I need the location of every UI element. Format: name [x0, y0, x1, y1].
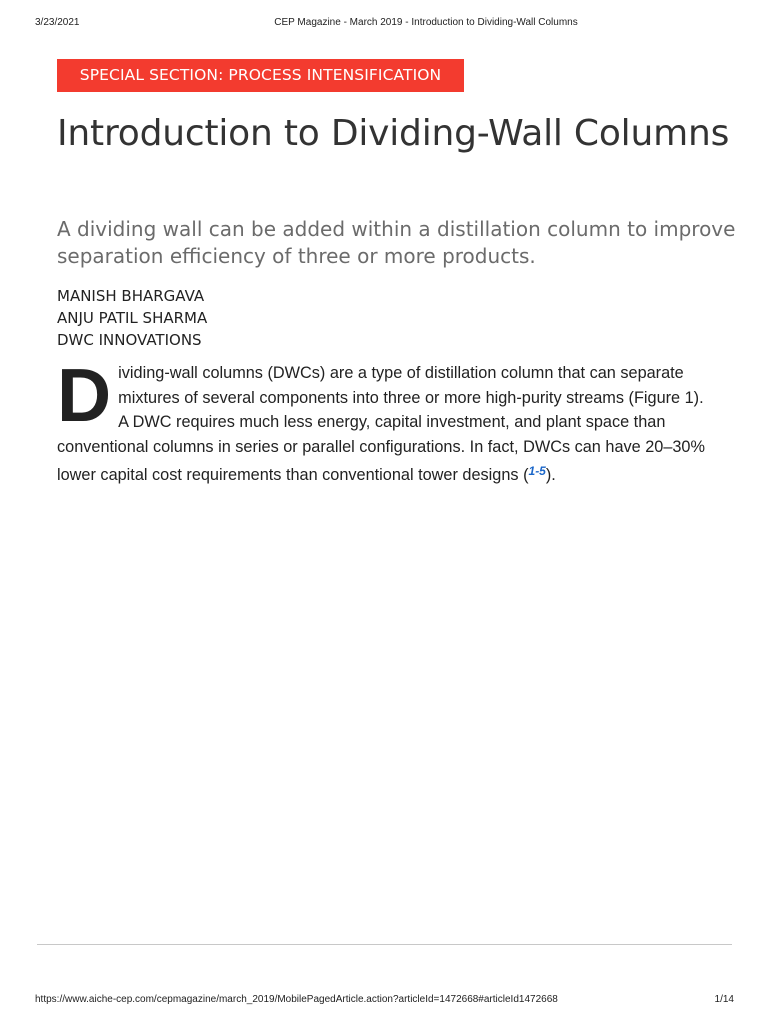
section-badge[interactable]: SPECIAL SECTION: PROCESS INTENSIFICATION: [57, 59, 464, 92]
article-subtitle: A dividing wall can be added within a distillation column to improve separation efficiency of three or more products.: [57, 217, 736, 268]
footer-divider: [37, 944, 732, 945]
citation-link[interactable]: 1-5: [528, 464, 546, 478]
paragraph-text: ividing-wall columns (DWCs) are a type of distillation column that can separate mixtures of several components into three or more high-purity streams (Figure 1). A DWC requires much less energy, capital investment, and plant space than conventional columns in series or parallel configurations. In fact, DWCs can have 20–30% lower capital cost requirements than conventional tower designs: [57, 364, 705, 484]
print-header: [0, 17, 768, 31]
drop-cap: D: [57, 353, 112, 437]
author-list: [57, 285, 557, 351]
author-name: ANJU PATIL SHARMA: [57, 309, 208, 327]
page-number: 1/14: [714, 994, 734, 1005]
print-footer: [0, 994, 768, 1008]
author-name: MANISH BHARGAVA: [57, 287, 205, 305]
print-url: https://www.aiche-cep.com/cepmagazine/march_2019/MobilePagedArticle.action?articleId=1472668#articleId1472668: [35, 994, 558, 1005]
author-affiliation: DWC INNOVATIONS: [57, 331, 202, 349]
citation-open: (: [518, 466, 529, 484]
article-title: Introduction to Dividing-Wall Columns: [57, 113, 730, 154]
article-body-paragraph: [57, 353, 707, 488]
print-date: 3/23/2021: [35, 17, 80, 28]
citation-close: ).: [545, 466, 556, 484]
print-page-title: CEP Magazine - March 2019 - Introduction to Dividing-Wall Columns: [274, 17, 578, 28]
